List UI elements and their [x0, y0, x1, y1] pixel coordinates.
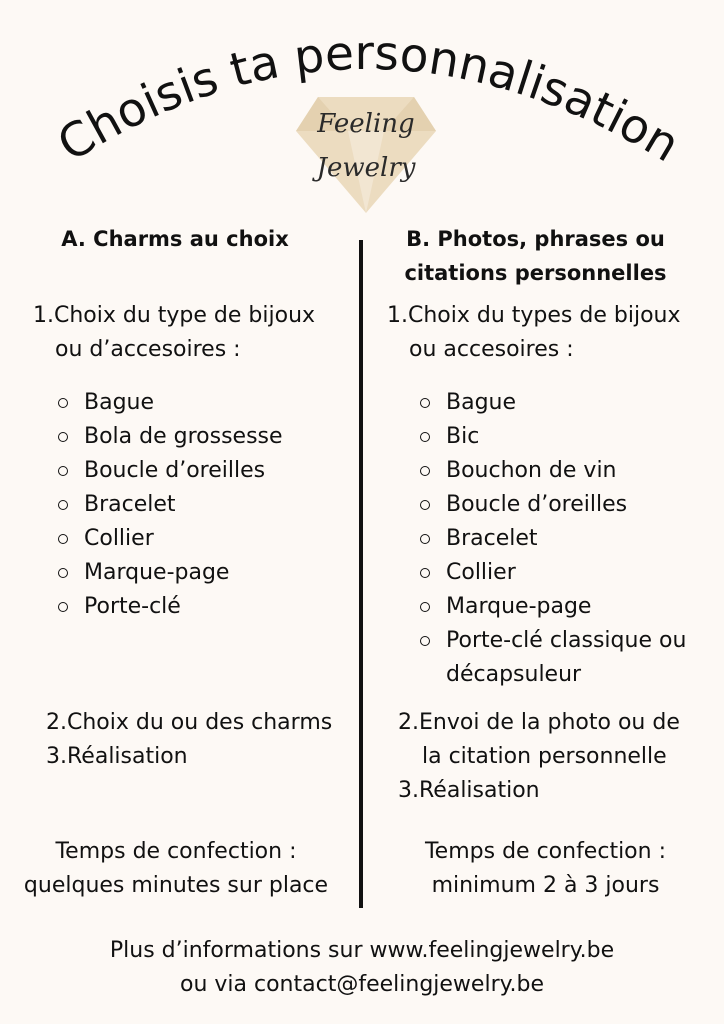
list-item-line1: Porte-clé classique ou [446, 628, 687, 653]
section-b-heading-line2: citations personnelles [404, 261, 667, 285]
section-a-step3 [46, 740, 332, 774]
list-item: Bague [418, 386, 686, 420]
list-item: Marque-page [418, 590, 686, 624]
step3-number: 3. [398, 778, 419, 803]
logo-line1: Feeling [317, 109, 415, 139]
section-a-time [0, 835, 352, 903]
step1-line2: ou d’accesoires : [55, 337, 241, 362]
section-a-item-list [56, 386, 283, 624]
step2-text: Choix du ou des charms [67, 710, 333, 735]
section-a-step2 [46, 706, 332, 774]
section-b-step2 [398, 706, 680, 808]
footer [0, 934, 724, 1002]
list-item: Collier [56, 522, 283, 556]
title-text: Choisis ta personnalisation [48, 25, 689, 174]
list-item: Bic [418, 420, 686, 454]
time-value: minimum 2 à 3 jours [431, 873, 660, 898]
column-divider [359, 240, 363, 908]
section-b-step1 [387, 299, 681, 367]
list-item: Marque-page [56, 556, 283, 590]
section-b-item-list [418, 386, 686, 692]
step1-number: 1. [33, 303, 54, 328]
footer-contact: ou via contact@feelingjewelry.be [180, 972, 544, 997]
list-item: Bola de grossesse [56, 420, 283, 454]
list-item: Porte-clé [56, 590, 283, 624]
section-b-heading [363, 222, 708, 290]
step1-number: 1. [387, 303, 408, 328]
list-item: Bracelet [418, 522, 686, 556]
step3-number: 3. [46, 744, 67, 769]
section-a-heading: A. Charms au choix [61, 227, 289, 251]
section-a-step1 [33, 299, 315, 367]
feeling-jewelry-logo [296, 95, 436, 215]
list-item: Collier [418, 556, 686, 590]
list-item-line2: décapsuleur [446, 662, 582, 687]
list-item: Bague [56, 386, 283, 420]
list-item: Boucle d’oreilles [56, 454, 283, 488]
list-item: Boucle d’oreilles [418, 488, 686, 522]
time-value: quelques minutes sur place [23, 873, 329, 898]
section-b-heading-line1: B. Photos, phrases ou [406, 227, 665, 251]
step2-line1: Envoi de la photo ou de [419, 710, 680, 735]
section-b-step3 [398, 774, 680, 808]
step1-line1: Choix du type de bijoux [54, 303, 316, 328]
time-label: Temps de confection : [424, 839, 666, 864]
step3-text: Réalisation [67, 744, 188, 769]
step2-number: 2. [398, 710, 419, 735]
footer-website: Plus d’informations sur www.feelingjewelry.be [109, 938, 615, 963]
section-b-time [363, 835, 724, 903]
step1-line1: Choix du types de bijoux [408, 303, 681, 328]
step2-line2: la citation personnelle [422, 744, 667, 769]
logo-line2: Jewelry [316, 153, 416, 183]
step3-text: Réalisation [419, 778, 540, 803]
time-label: Temps de confection : [55, 839, 297, 864]
list-item: Bouchon de vin [418, 454, 686, 488]
step1-line2: ou accesoires : [409, 337, 574, 362]
step2-number: 2. [46, 710, 67, 735]
list-item [418, 624, 686, 692]
list-item: Bracelet [56, 488, 283, 522]
